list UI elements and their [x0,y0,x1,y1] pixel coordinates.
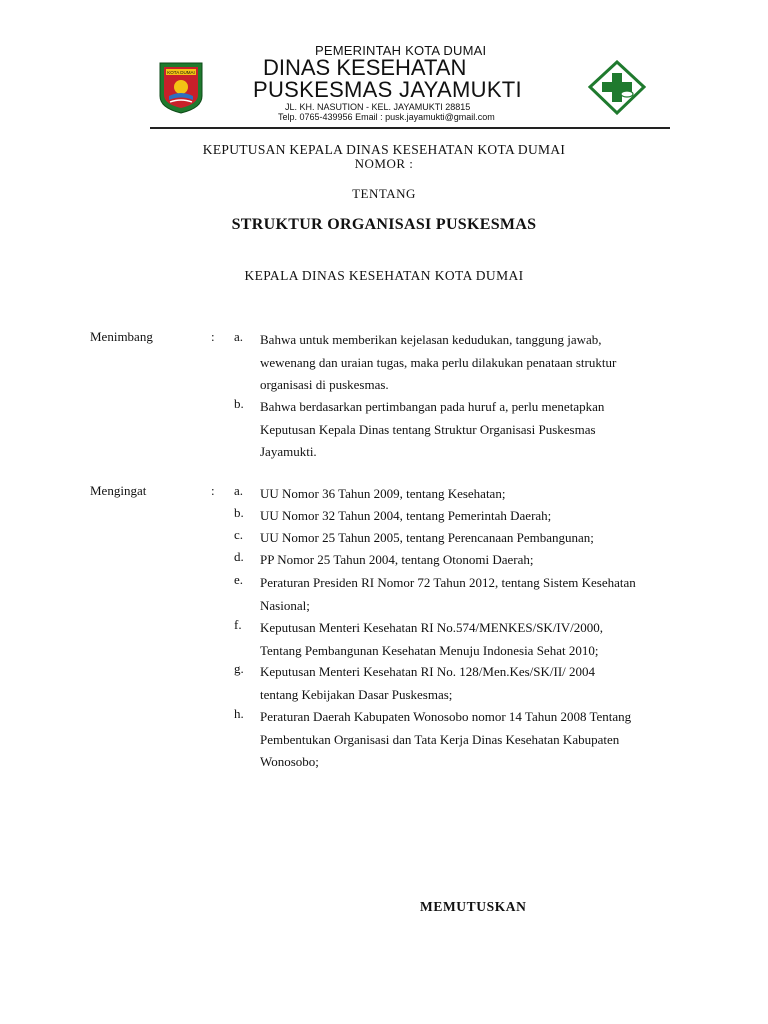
item-letter: f. [234,617,242,632]
decree-number: NOMOR : [354,156,414,171]
item-line: Tentang Pembangunan Kesehatan Menuju Indonesia Sehat 2010; [260,642,599,658]
item-letter: c. [234,527,244,542]
item-line: Keputusan Menteri Kesehatan RI No. 128/Men.Kes/SK/II/ 2004 [260,664,596,679]
item-line: Keputusan Kepala Dinas tentang Struktur Organisasi Puskesmas [260,421,596,437]
item-letter: a. [234,329,244,344]
item-line: Wonosobo; [260,754,319,769]
item-line: UU Nomor 25 Tahun 2005, tentang Perencanaan Pembangunan; [260,530,594,545]
item-line: Bahwa untuk memberikan kejelasan kedudukan, tanggung jawab, [260,332,602,347]
item-line: UU Nomor 32 Tahun 2004, tentang Pemerintah Daerah; [260,508,552,523]
item-letter: g. [234,661,244,676]
item-line: Peraturan Presiden RI Nomor 72 Tahun 2012, tentang Sistem Kesehatan [260,575,636,590]
agency-name: DINAS KESEHATAN [263,55,467,80]
emblem-text: KOTA DUMAI [167,70,195,75]
mengingat-colon: : [211,483,215,498]
item-line: wewenang dan uraian tugas, maka perlu dilakukan penataan struktur [260,354,617,370]
item-line: Jayamukti. [260,444,317,459]
kota-dumai-emblem-icon [157,60,205,115]
item-letter: b. [234,505,244,520]
item-line: PP Nomor 25 Tahun 2004, tentang Otonomi Daerah; [260,552,534,567]
mengingat-label: Mengingat [90,483,147,498]
decree-subject: STRUKTUR ORGANISASI PUSKESMAS [231,216,537,233]
item-line: UU Nomor 36 Tahun 2009, tentang Kesehatan; [260,486,506,501]
item-line: Peraturan Daerah Kabupaten Wonosobo nomor 14 Tahun 2008 Tentang [260,709,632,724]
tentang-label: TENTANG [352,186,416,201]
item-letter: a. [234,483,244,498]
address-line: JL. KH. NASUTION - KEL. JAYAMUKTI 28815 [285,102,471,112]
item-letter: e. [234,572,244,587]
memutuskan-heading: MEMUTUSKAN [420,899,527,914]
item-letter: b. [234,396,244,411]
government-name: PEMERINTAH KOTA DUMAI [315,43,487,58]
item-line: Bahwa berdasarkan pertimbangan pada huruf a, perlu menetapkan [260,399,605,414]
puskesmas-name: PUSKESMAS JAYAMUKTI [253,77,522,102]
menimbang-colon: : [211,329,215,344]
letterhead-divider [150,127,670,129]
item-line: Nasional; [260,597,310,613]
item-line: tentang Kebijakan Dasar Puskesmas; [260,686,453,702]
menimbang-label: Menimbang [90,329,153,344]
puskesmas-logo-icon [588,60,646,115]
contact-line: Telp. 0765-439956 Email : pusk.jayamukti@gmail.com [278,112,495,122]
issuer-title: KEPALA DINAS KESEHATAN KOTA DUMAI [244,268,524,283]
item-letter: d. [234,549,244,564]
letterhead [150,40,670,128]
item-line: Keputusan Menteri Kesehatan RI No.574/MENKES/SK/IV/2000, [260,620,604,635]
decree-title: KEPUTUSAN KEPALA DINAS KESEHATAN KOTA DUMAI [202,142,566,157]
item-letter: h. [234,706,244,721]
item-line: organisasi di puskesmas. [260,377,389,392]
item-line: Pembentukan Organisasi dan Tata Kerja Dinas Kesehatan Kabupaten [260,731,620,747]
